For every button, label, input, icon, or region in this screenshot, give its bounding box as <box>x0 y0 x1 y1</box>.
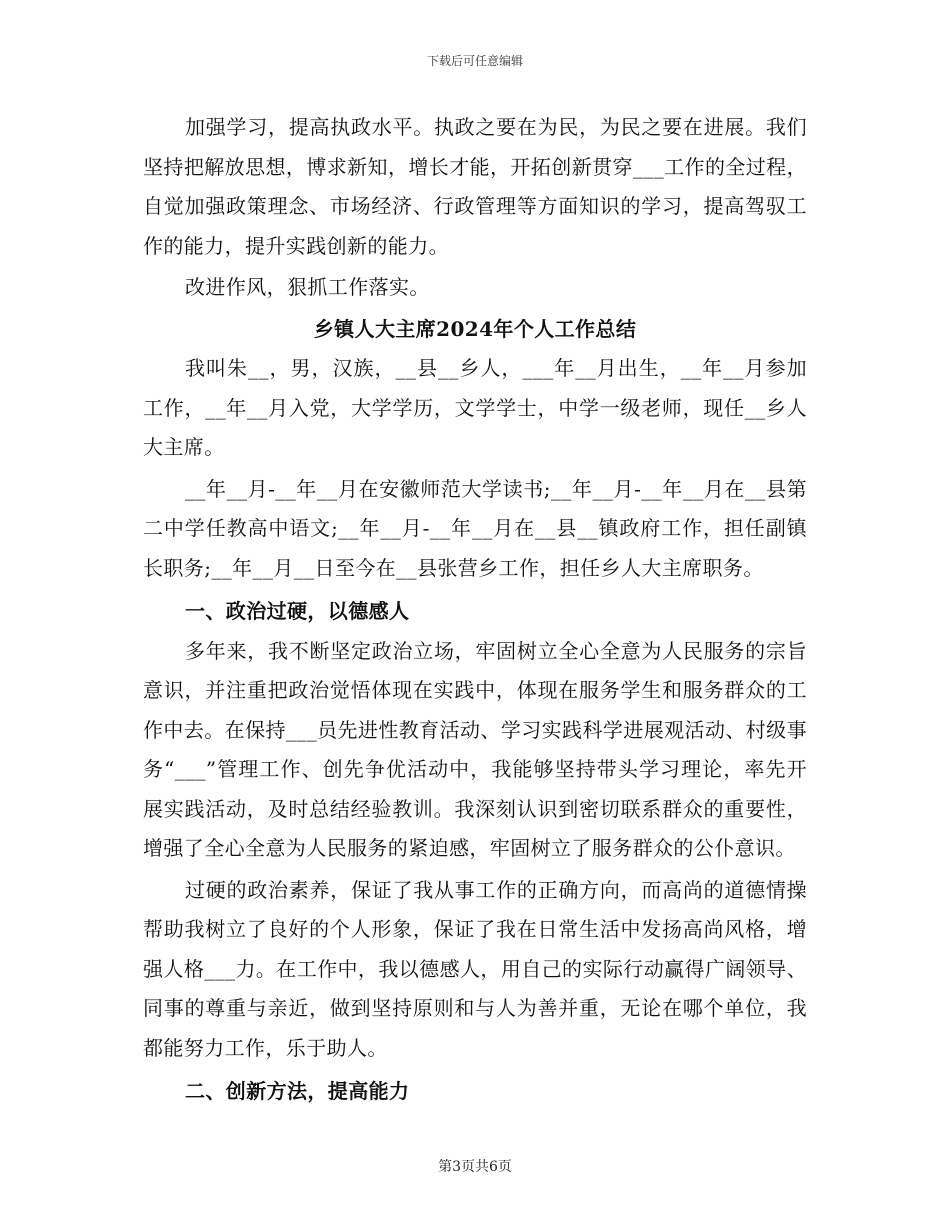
intro-paragraph-1: 加强学习，提高执政水平。执政之要在为民，为民之要在进展。我们坚持把解放思想，博求新知，增长才能，开拓创新贯穿___工作的全过程，自觉加强政策理念、市场经济、行政管理等方面知识的学习，提高驾驭工作的能力，提升实践创新的能力。 <box>143 115 807 258</box>
section-1-heading: 一、政治过硬，以德感人 <box>185 599 410 623</box>
section-1-paragraph-1: 多年来，我不断坚定政治立场，牢固树立全心全意为人民服务的宗旨意识，并注重把政治觉悟体现在实践中，体现在服务学生和服务群众的工作中去。在保持___员先进性教育活动、学习实践科学进展观活动、村级事务“___”管理工作、创先争优活动中，我能够坚持带头学习理论，率先开展实践活动，及时总结经验教训。我深刻认识到密切联系群众的重要性，增强了全心全意为人民服务的紧迫感，牢固树立了服务群众的公仆意识。 <box>143 638 807 860</box>
page-header-note: 下载后可任意编辑 <box>426 54 523 68</box>
intro-paragraph-2: 改进作风，狠抓工作落实。 <box>185 275 430 299</box>
section-2-heading: 二、创新方法，提高能力 <box>185 1079 410 1103</box>
bio-paragraph-2: __年__月-__年__月在安徽师范大学读书;__年__月-__年__月在__县第二中学任教高中语文;__年__月-__年__月在__县__镇政府工作，担任副镇长职务;__年__月__日至今在__县张营乡工作，担任乡人大主席职务。 <box>143 476 807 580</box>
document-body <box>143 108 807 1112</box>
document-title: 乡镇人大主席2024年个人工作总结 <box>313 316 637 341</box>
bio-paragraph-1: 我叫朱__，男，汉族，__县__乡人，___年__月出生，__年__月参加工作，__年__月入党，大学学历，文学学士，中学一级老师，现任__乡人大主席。 <box>143 356 807 459</box>
page-number: 第3页共6页 <box>438 1159 512 1175</box>
section-1-paragraph-2: 过硬的政治素养，保证了我从事工作的正确方向，而高尚的道德情操帮助我树立了良好的个人形象，保证了我在日常生活中发扬高尚风格，增强人格___力。在工作中，我以德感人，用自己的实际行动赢得广阔领导、同事的尊重与亲近，做到坚持原则和与人为善并重，无论在哪个单位，我都能努力工作，乐于助人。 <box>143 877 807 1060</box>
